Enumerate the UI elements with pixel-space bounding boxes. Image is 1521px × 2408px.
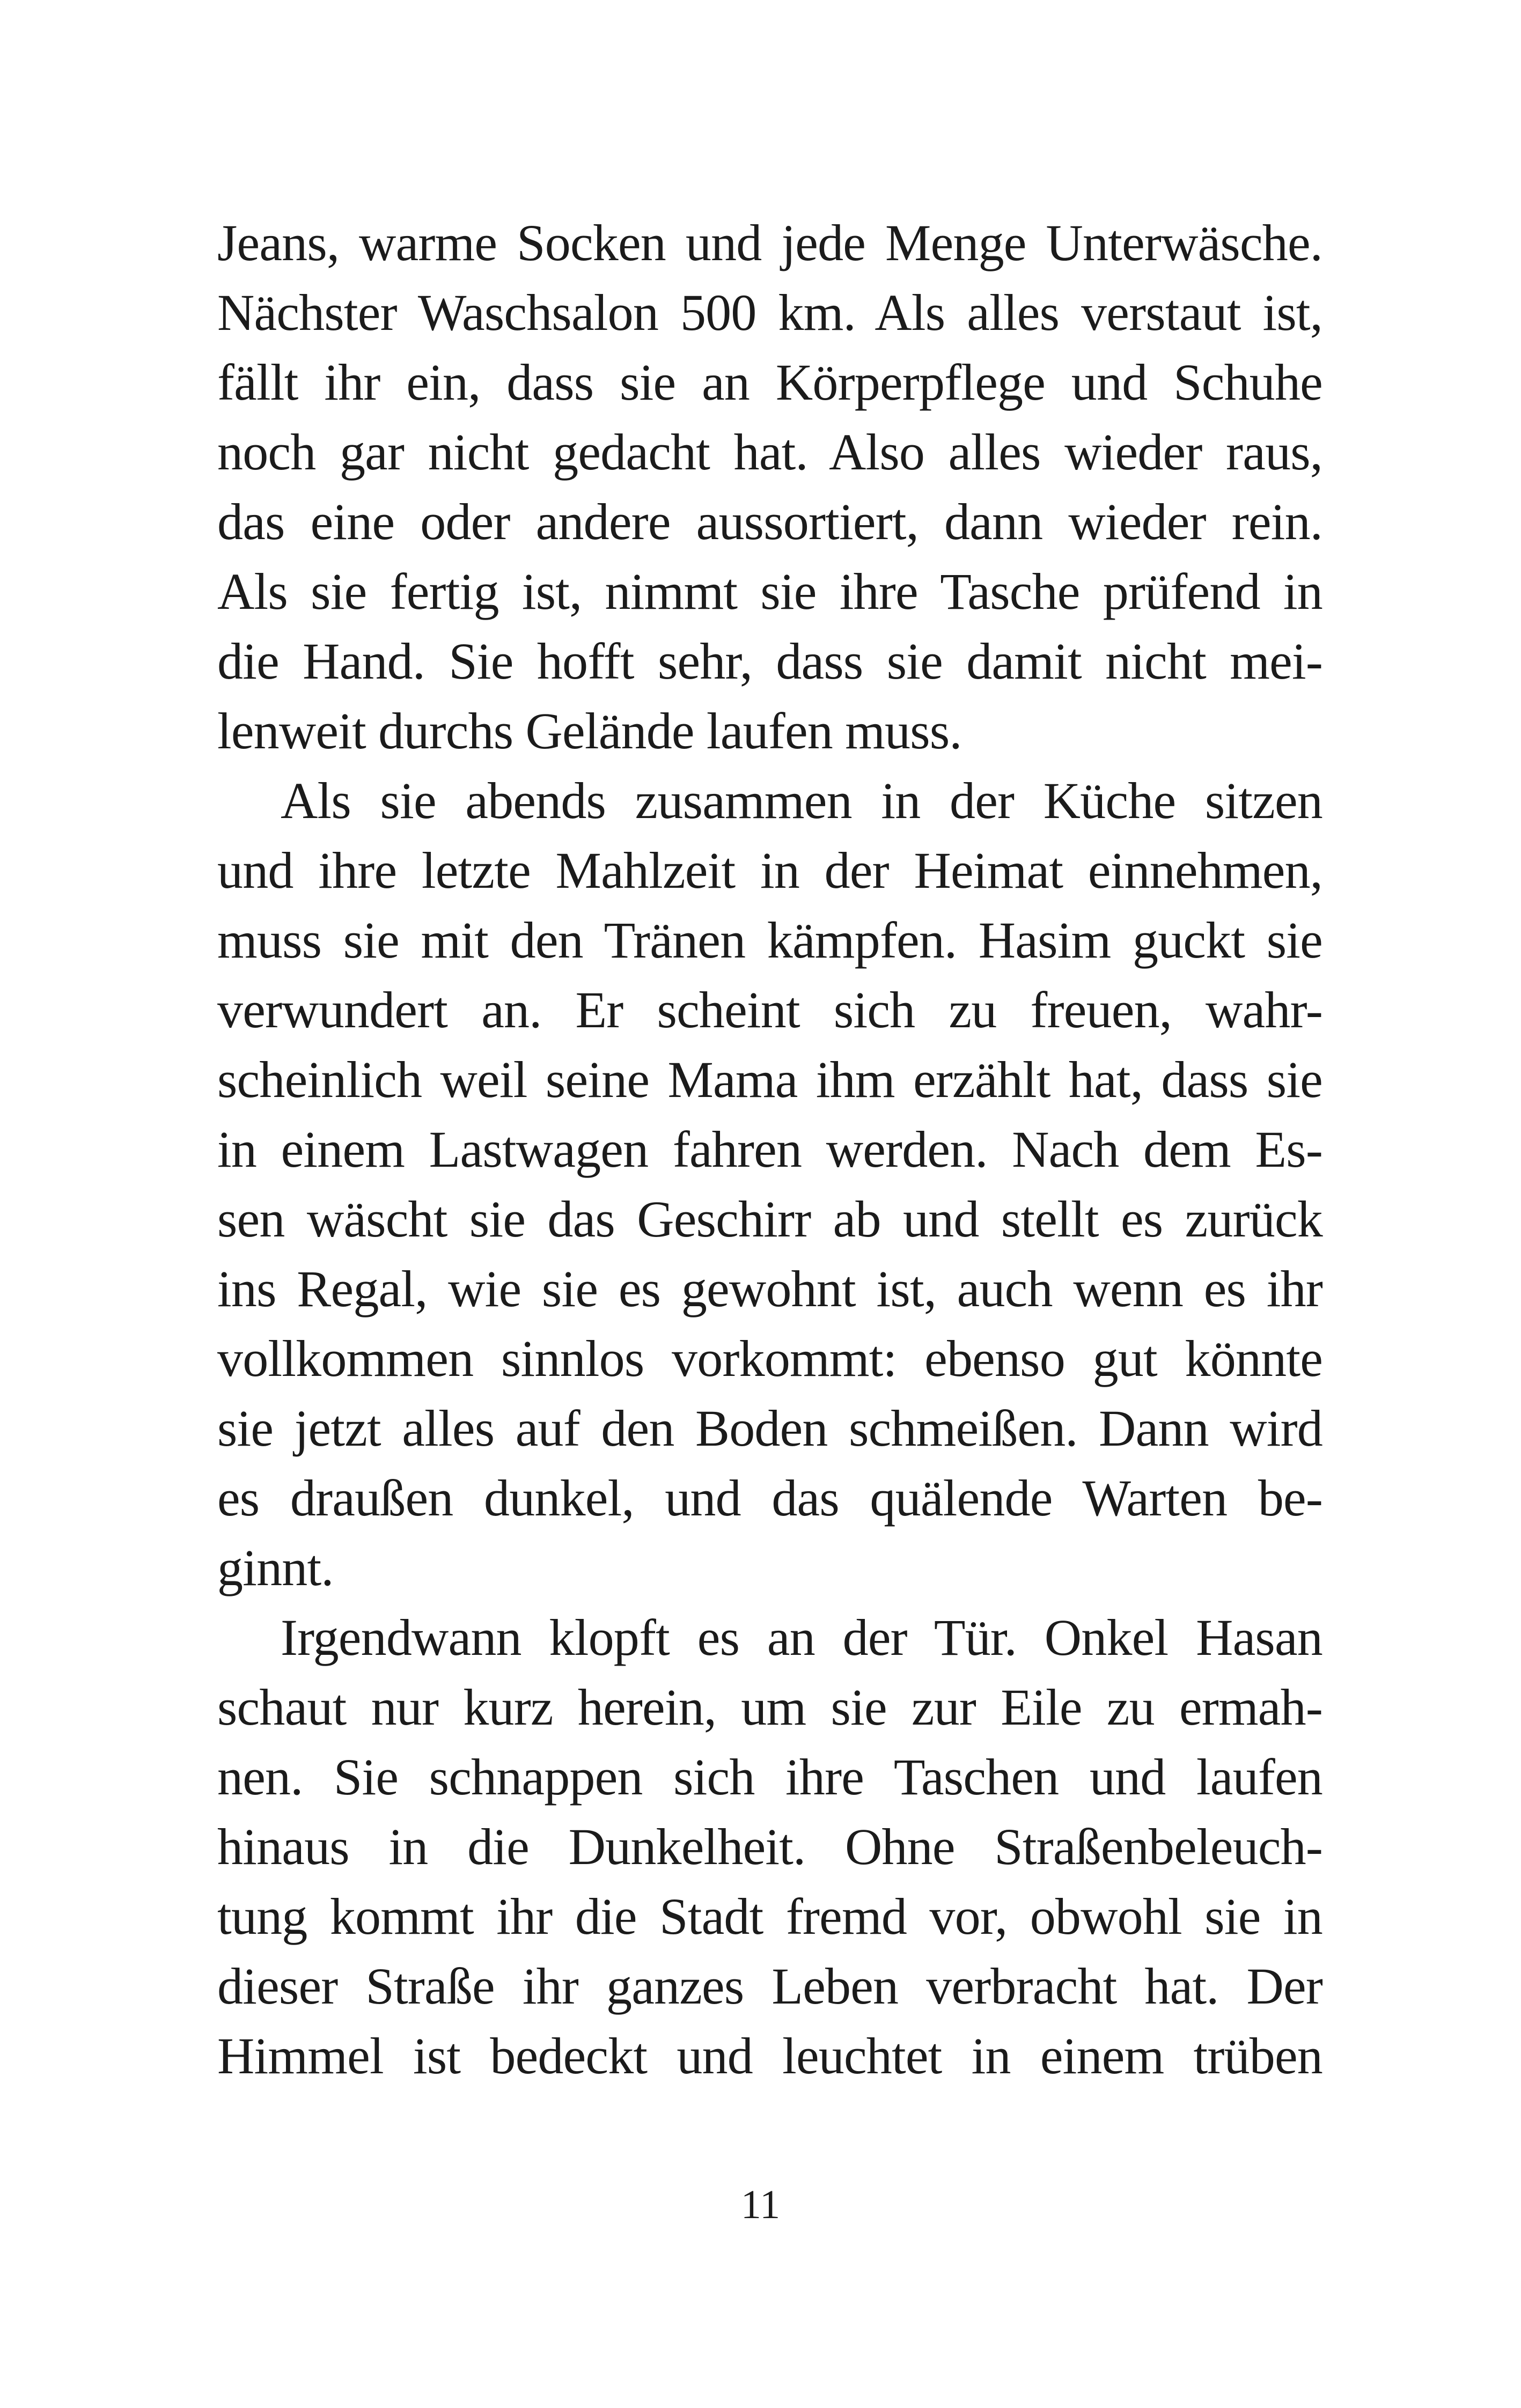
text-line: muss sie mit den Tränen kämpfen. Hasim guckt sie [217,911,1322,969]
text-line: ginnt. [217,1539,334,1596]
text-line: die Hand. Sie hofft sehr, dass sie damit nicht mei- [217,632,1322,690]
text-line: dieser Straße ihr ganzes Leben verbracht hat. Der [217,1957,1322,2015]
text-line: scheinlich weil seine Mama ihm erzählt hat, dass sie [217,1051,1322,1108]
text-line: es draußen dunkel, und das quälende Warten be- [217,1469,1322,1527]
text-line: Als sie fertig ist, nimmt sie ihre Tasche prüfend in [217,563,1322,620]
text-line: tung kommt ihr die Stadt fremd vor, obwohl sie in [217,1888,1322,1945]
text-line: Irgendwann klopft es an der Tür. Onkel Hasan [281,1609,1322,1666]
text-line: sie jetzt alles auf den Boden schmeißen. Dann wird [217,1400,1322,1457]
text-line: fällt ihr ein, dass sie an Körperpflege und Schuhe [217,354,1322,411]
text-line: lenweit durchs Gelände laufen muss. [217,702,962,760]
text-line: Himmel ist bedeckt und leuchtet in einem trüben [217,2027,1322,2085]
text-line: das eine oder andere aussortiert, dann wieder rein. [217,493,1322,550]
text-line: in einem Lastwagen fahren werden. Nach dem Es- [217,1121,1322,1178]
text-line: und ihre letzte Mahlzeit in der Heimat einnehmen, [217,842,1322,899]
text-line: vollkommen sinnlos vorkommt: ebenso gut könnte [217,1330,1322,1387]
text-line: Jeans, warme Socken und jede Menge Unterwäsche. [217,214,1322,271]
text-line: Nächster Waschsalon 500 km. Als alles verstaut ist, [217,284,1322,341]
text-line: noch gar nicht gedacht hat. Also alles wieder raus, [217,423,1322,481]
text-line: ins Regal, wie sie es gewohnt ist, auch wenn es ihr [217,1260,1322,1317]
text-line: nen. Sie schnappen sich ihre Taschen und laufen [217,1748,1322,1806]
text-line: sen wäscht sie das Geschirr ab und stellt es zurück [217,1190,1322,1248]
page-number: 11 [740,2182,781,2227]
text-line: verwundert an. Er scheint sich zu freuen, wahr- [217,981,1322,1039]
body-text [217,208,1322,2091]
text-line: hinaus in die Dunkelheit. Ohne Straßenbeleuch- [217,1818,1322,1875]
text-line: schaut nur kurz herein, um sie zur Eile zu ermah- [217,1678,1322,1736]
text-line: Als sie abends zusammen in der Küche sitzen [281,772,1322,829]
